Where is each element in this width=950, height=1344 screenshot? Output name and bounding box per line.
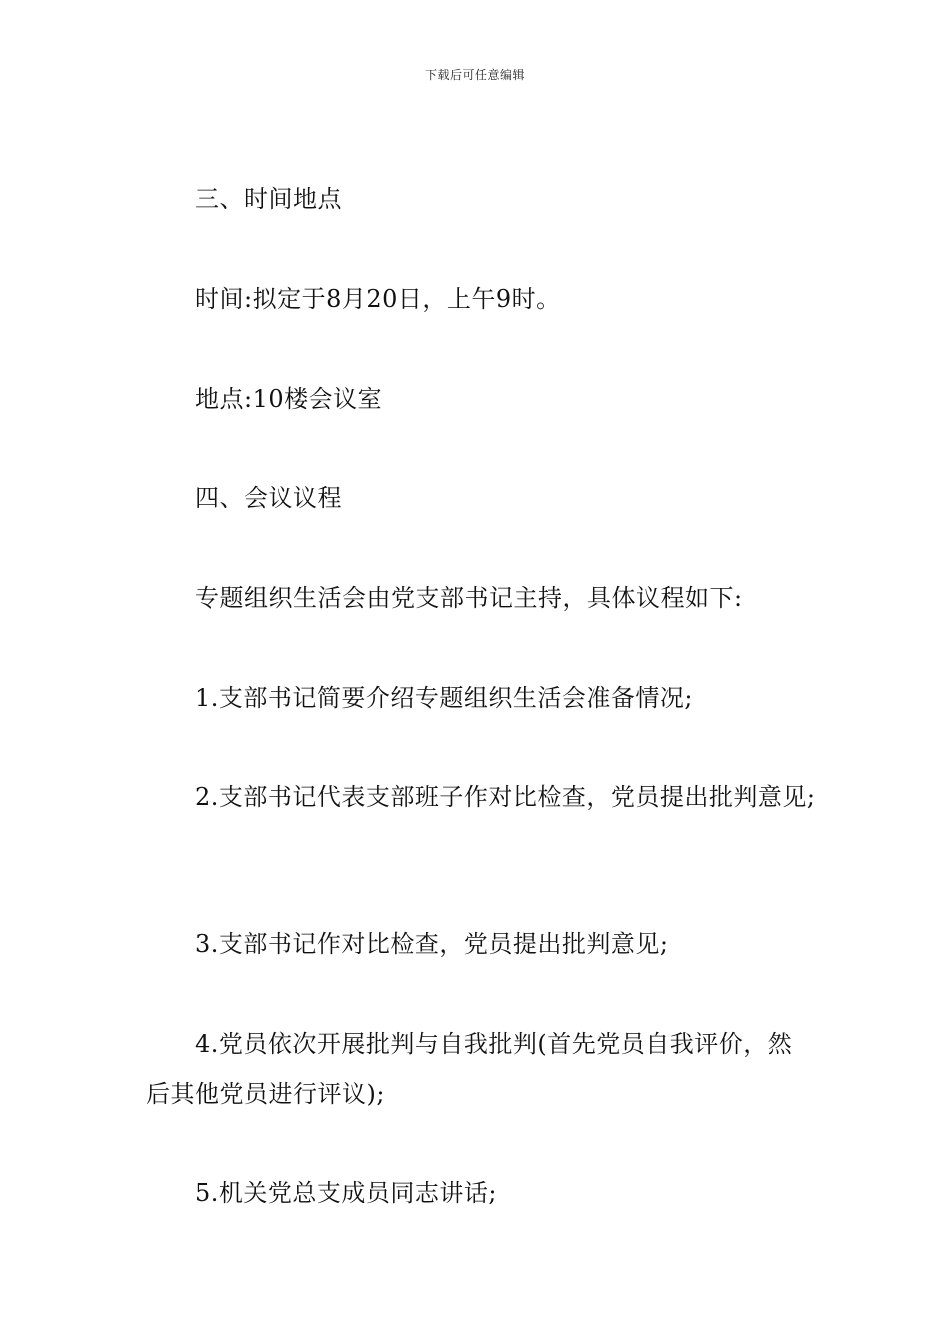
section-heading-time-place: 三、时间地点 (195, 185, 342, 213)
agenda-intro: 专题组织生活会由党支部书记主持，具体议程如下: (195, 584, 743, 612)
agenda-item-2: 2.支部书记代表支部班子作对比检查，党员提出批判意见; (195, 783, 816, 811)
time-line: 时间:拟定于8月20日，上午9时。 (195, 285, 561, 313)
place-line: 地点:10楼会议室 (195, 385, 383, 413)
agenda-item-5: 5.机关党总支成员同志讲话; (195, 1179, 497, 1207)
section-heading-agenda: 四、会议议程 (195, 484, 342, 512)
agenda-item-3: 3.支部书记作对比检查，党员提出批判意见; (195, 930, 669, 958)
agenda-item-4: 4.党员依次开展批判与自我批判(首先党员自我评价，然后其他党员进行评议); (146, 1030, 793, 1108)
agenda-item-1: 1.支部书记简要介绍专题组织生活会准备情况; (195, 684, 693, 712)
page-header: 下载后可任意编辑 (424, 68, 525, 82)
